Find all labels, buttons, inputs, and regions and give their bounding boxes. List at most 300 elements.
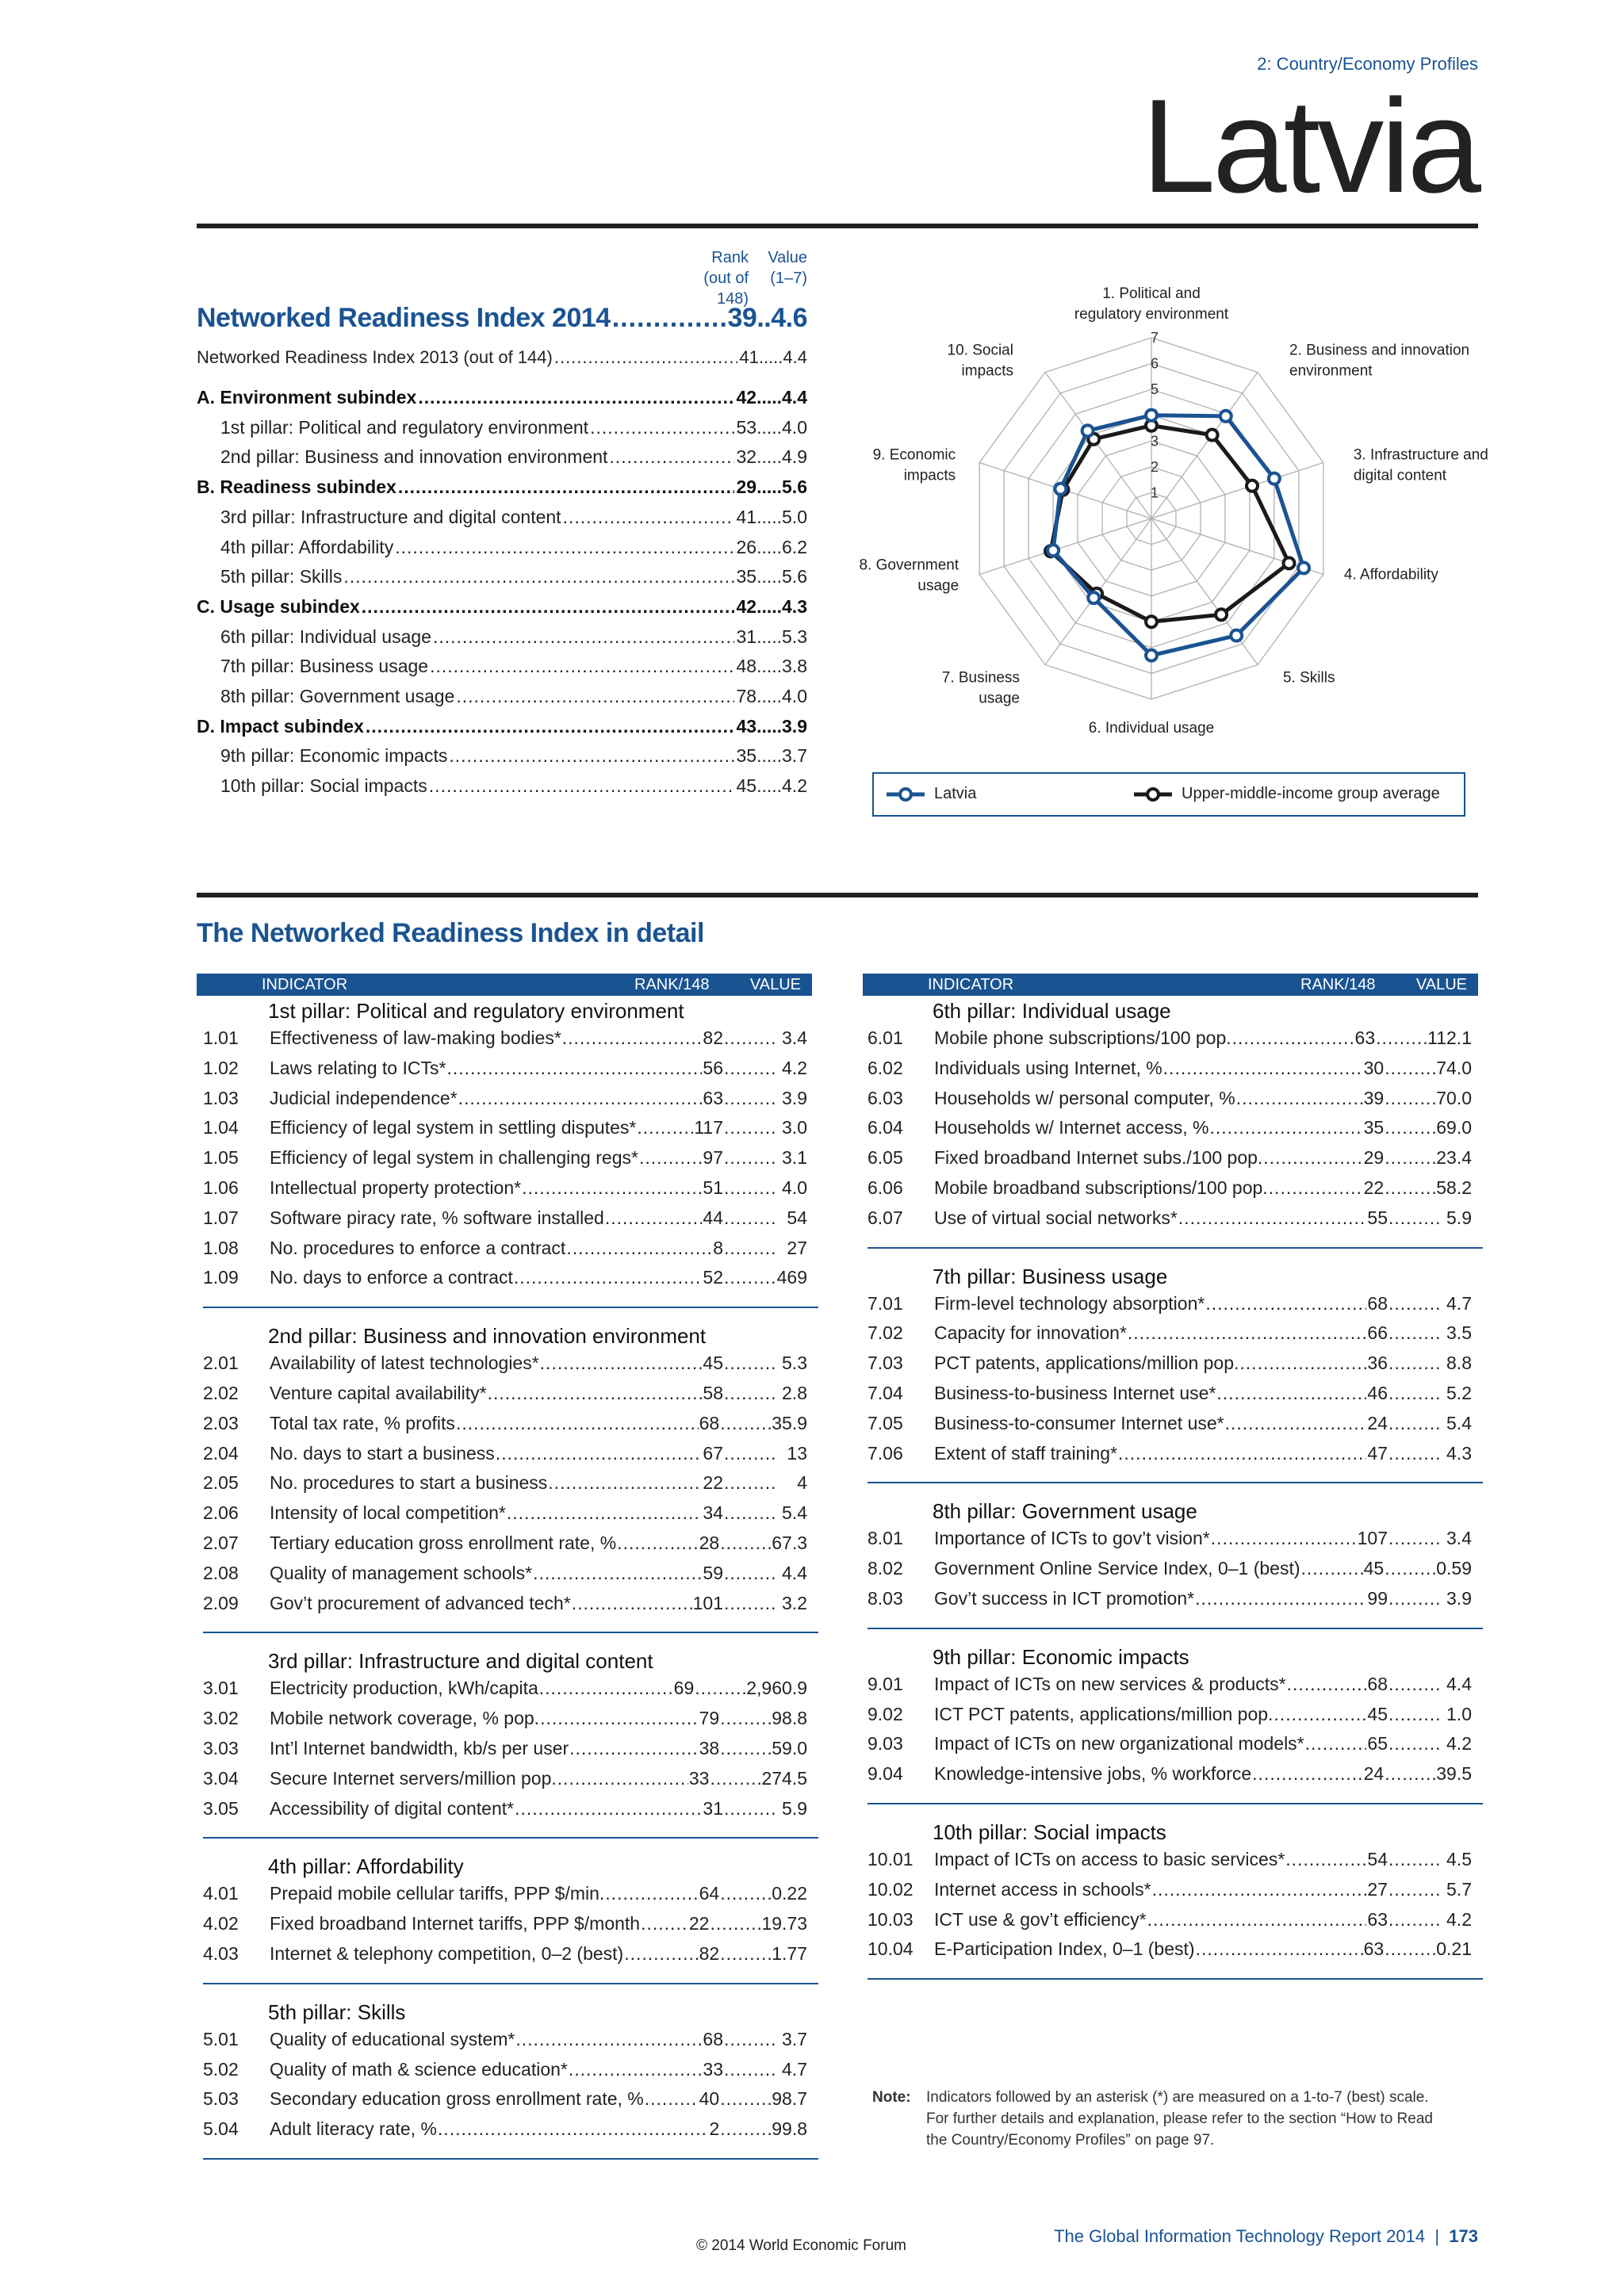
indicator-value: 3.9 xyxy=(1446,1588,1472,1609)
indicator-code: 10.02 xyxy=(868,1878,914,1900)
indicator-rank: 79 xyxy=(699,1708,720,1729)
pillar-row: 6th pillar: Individual usage ..... 31 ..... 5.3 xyxy=(197,626,807,648)
indicator-rank: 22 xyxy=(688,1913,710,1934)
radar-axis-label: 1. Political and regulatory environment xyxy=(1074,285,1229,323)
indicator-value: 0.22 xyxy=(772,1883,807,1904)
indicator-row xyxy=(868,1058,1472,1085)
indicator-row xyxy=(203,1708,807,1735)
indicator-label: Extent of staff training* xyxy=(934,1442,1117,1464)
indicator-code: 3.05 xyxy=(203,1797,239,1819)
indicator-value: 3.7 xyxy=(782,2028,807,2049)
indicator-value: 23.4 xyxy=(1436,1147,1472,1169)
radar-point xyxy=(1298,562,1309,573)
indicator-value: 4 xyxy=(797,1472,807,1494)
radar-point xyxy=(1220,411,1231,422)
indicator-row xyxy=(868,1879,1472,1906)
top-rule xyxy=(197,224,1478,228)
indicator-label: Fixed broadband Internet tariffs, PPP $/month xyxy=(270,1913,641,1934)
radar-point xyxy=(1231,630,1242,641)
indicator-code: 6.07 xyxy=(868,1207,903,1228)
radar-point xyxy=(1283,557,1294,568)
indicator-code: 1.03 xyxy=(203,1087,239,1108)
indicator-rank: 46 xyxy=(1367,1383,1388,1403)
indicator-label: Secure Internet servers/million pop. xyxy=(270,1767,557,1789)
indicator-rank: 69 xyxy=(673,1678,695,1699)
indicator-value: 3.5 xyxy=(1446,1322,1472,1344)
pillar-title: 6th pillar: Individual usage xyxy=(933,999,1171,1023)
indicator-label: Business-to-business Internet use* xyxy=(934,1383,1216,1403)
indicator-value: 27 xyxy=(787,1237,807,1258)
indicator-row xyxy=(203,1533,807,1559)
indicator-rank: 117 xyxy=(694,1117,723,1138)
note: Note: Indicators followed by an asterisk (*) are measured on a 1-to-7 (best) scale. For further details and explanation, please refer to the section “How to Read the Country/Economy Profiles” on page 97. xyxy=(872,2089,1433,2149)
radar-point xyxy=(1048,545,1059,556)
indicator-label: Households w/ personal computer, % xyxy=(934,1087,1235,1108)
indicator-label: Internet & telephony competition, 0–2 (best) xyxy=(270,1943,624,1964)
indicator-row xyxy=(868,1322,1472,1349)
indicator-rank: 36 xyxy=(1367,1353,1388,1374)
indicator-code: 4.02 xyxy=(203,1913,239,1934)
indicator-code: 3.02 xyxy=(203,1708,239,1729)
indicator-value: 58.2 xyxy=(1436,1177,1472,1198)
indicator-code: 5.01 xyxy=(203,2028,239,2049)
indicator-value: 74.0 xyxy=(1436,1057,1472,1078)
radar-axis-label: 3. Infrastructure and digital content xyxy=(1353,446,1488,484)
indicator-value: 59.0 xyxy=(772,1738,807,1758)
indicator-rank: 31 xyxy=(703,1797,723,1819)
indicator-row xyxy=(203,1383,807,1410)
indicator-rank: 97 xyxy=(703,1147,723,1169)
pillar-row: 10th pillar: Social impacts ..... 45 ..... 4.2 xyxy=(197,775,807,797)
indicator-code: 10.04 xyxy=(868,1938,914,1960)
indicator-rank: 28 xyxy=(699,1533,720,1553)
indicator-rank: 68 xyxy=(1367,1673,1388,1694)
page-title: Latvia xyxy=(1141,71,1478,220)
indicator-label: Accessibility of digital content* xyxy=(270,1797,515,1819)
indicator-code: 6.01 xyxy=(868,1027,903,1048)
pillar-title: 1st pillar: Political and regulatory environment xyxy=(268,999,684,1023)
indicator-code: 10.01 xyxy=(868,1849,914,1869)
indicator-value: 70.0 xyxy=(1436,1087,1472,1108)
indicator-code: 5.02 xyxy=(203,2058,239,2080)
section-divider xyxy=(203,1983,818,1984)
subindex-row: D. Impact subindex ..... 43 ..... 3.9 xyxy=(197,716,807,737)
indicator-code: 2.06 xyxy=(203,1502,239,1524)
indicator-label: Households w/ Internet access, % xyxy=(934,1117,1209,1138)
indicator-code: 1.05 xyxy=(203,1147,239,1169)
indicator-value: 3.0 xyxy=(782,1117,807,1138)
indicator-label: Judicial independence* xyxy=(270,1087,458,1108)
indicator-rank: 56 xyxy=(703,1057,723,1078)
pillar-title: 8th pillar: Government usage xyxy=(933,1499,1197,1524)
radar-tick-label: 7 xyxy=(1150,330,1159,346)
indicator-row xyxy=(868,1177,1472,1204)
indicator-rank: 45 xyxy=(1363,1558,1385,1579)
indicator-rank: 2 xyxy=(709,2118,720,2140)
indicator-row xyxy=(868,1353,1472,1380)
indicator-row xyxy=(868,1588,1472,1615)
indicator-value: 5.2 xyxy=(1446,1383,1472,1403)
legend-latvia-swatch xyxy=(885,786,926,802)
indicator-label: Intensity of local competition* xyxy=(270,1502,506,1524)
indicator-value: 2.8 xyxy=(782,1383,807,1403)
indicator-label: Quality of educational system* xyxy=(270,2028,515,2049)
indicator-value: 3.2 xyxy=(782,1592,807,1613)
indicator-row xyxy=(868,1733,1472,1760)
indicator-row xyxy=(868,1909,1472,1936)
indicator-row xyxy=(203,1678,807,1705)
indicator-rank: 58 xyxy=(703,1383,723,1403)
indicator-label: No. days to enforce a contract xyxy=(270,1267,513,1288)
pillar-title: 5th pillar: Skills xyxy=(268,1999,406,2024)
indicator-row xyxy=(203,1798,807,1825)
radar-point xyxy=(1146,616,1157,627)
indicator-row xyxy=(203,1117,807,1144)
indicator-code: 4.01 xyxy=(203,1883,239,1904)
indicator-label: Government Online Service Index, 0–1 (best) xyxy=(934,1558,1300,1579)
indicator-code: 7.03 xyxy=(868,1353,903,1374)
indicator-rank: 24 xyxy=(1367,1412,1388,1433)
indicator-label: Efficiency of legal system in settling disputes* xyxy=(270,1117,637,1138)
indicator-rank: 34 xyxy=(703,1502,723,1524)
middle-rule xyxy=(197,893,1478,897)
indicator-code: 2.04 xyxy=(203,1442,239,1464)
indicator-code: 1.04 xyxy=(203,1117,239,1138)
indicator-row xyxy=(868,1849,1472,1876)
indicator-value: 4.4 xyxy=(1446,1673,1472,1694)
indicator-rank: 59 xyxy=(703,1562,723,1583)
indicator-rank: 68 xyxy=(1367,1292,1388,1314)
indicator-label: Quality of math & science education* xyxy=(270,2058,568,2080)
indicator-value: 39.5 xyxy=(1436,1763,1472,1785)
indicator-rank: 68 xyxy=(699,1412,720,1433)
indicator-value: 4.5 xyxy=(1446,1849,1472,1869)
indicator-label: Venture capital availability* xyxy=(270,1383,487,1403)
indicator-rank: 52 xyxy=(703,1267,723,1288)
radar-point xyxy=(1055,484,1066,495)
indicator-code: 2.05 xyxy=(203,1472,239,1494)
radar-axis-label: 5. Skills xyxy=(1283,669,1335,687)
indicator-rank: 30 xyxy=(1363,1057,1385,1078)
indicator-label: ICT PCT patents, applications/million pop. xyxy=(934,1703,1274,1724)
indicator-row xyxy=(203,1563,807,1590)
indicator-value: 5.4 xyxy=(782,1502,807,1524)
indicator-label: Mobile broadband subscriptions/100 pop. xyxy=(934,1177,1268,1198)
pillar-title: 2nd pillar: Business and innovation environment xyxy=(268,1324,707,1349)
indicator-rank: 29 xyxy=(1363,1147,1385,1169)
indicator-label: PCT patents, applications/million pop. xyxy=(934,1353,1239,1374)
indicator-label: Impact of ICTs on new organizational models* xyxy=(934,1733,1304,1755)
indicator-code: 9.01 xyxy=(868,1673,903,1694)
indicator-code: 7.02 xyxy=(868,1322,903,1344)
radar-axis-label: 2. Business and innovation environment xyxy=(1289,342,1470,380)
indicator-row xyxy=(868,1027,1472,1054)
detail-title: The Networked Readiness Index in detail xyxy=(197,918,704,948)
radar-axis-label: 6. Individual usage xyxy=(1088,720,1215,737)
indicator-value: 4.3 xyxy=(1446,1442,1472,1464)
indicator-label: Quality of management schools* xyxy=(270,1562,533,1583)
indicator-row xyxy=(203,2088,807,2115)
indicator-label: Internet access in schools* xyxy=(934,1878,1151,1900)
indicator-row xyxy=(868,1763,1472,1790)
indicator-code: 5.04 xyxy=(203,2118,239,2140)
section-divider xyxy=(868,1628,1483,1629)
indicator-row xyxy=(203,2029,807,2056)
section-divider xyxy=(868,1978,1483,1980)
indicator-rank: 35 xyxy=(1363,1117,1385,1138)
radar-point xyxy=(1146,650,1157,661)
indicator-row xyxy=(203,2059,807,2086)
rank-header: Rank (out of 148) xyxy=(703,249,749,308)
indicator-row xyxy=(868,1117,1472,1144)
indicator-rank: 55 xyxy=(1367,1207,1388,1228)
indicator-rank: 47 xyxy=(1367,1442,1388,1464)
indicator-value: 69.0 xyxy=(1436,1117,1472,1138)
indicator-label: Individuals using Internet, % xyxy=(934,1057,1162,1078)
indicator-label: Availability of latest technologies* xyxy=(270,1353,539,1374)
indicator-code: 6.03 xyxy=(868,1087,903,1108)
indicator-row xyxy=(203,1058,807,1085)
indicator-code: 2.03 xyxy=(203,1412,239,1433)
indicator-label: Firm-level technology absorption* xyxy=(934,1292,1205,1314)
indicator-value: 4.7 xyxy=(782,2058,807,2080)
indicator-code: 7.05 xyxy=(868,1412,903,1433)
footer-report: The Global Information Technology Report 2014 | 173 xyxy=(1054,2226,1478,2246)
indicator-label: E-Participation Index, 0–1 (best) xyxy=(934,1938,1195,1960)
indicator-rank: 39 xyxy=(1363,1087,1385,1108)
legend-latvia-label: Latvia xyxy=(934,785,977,802)
indicator-row xyxy=(203,1147,807,1174)
indicator-label: Impact of ICTs on new services & products* xyxy=(934,1673,1286,1694)
indicator-rank: 65 xyxy=(1367,1733,1388,1755)
indicator-value: 112.1 xyxy=(1427,1027,1472,1048)
indicator-value: 3.9 xyxy=(782,1087,807,1108)
indicator-value: 98.7 xyxy=(772,2088,807,2110)
pillar-title: 4th pillar: Affordability xyxy=(268,1854,464,1879)
indicator-row xyxy=(203,1768,807,1795)
indicator-code: 9.04 xyxy=(868,1763,903,1785)
indicator-label: Use of virtual social networks* xyxy=(934,1207,1178,1228)
indicator-rank: 67 xyxy=(703,1442,723,1464)
indicator-row xyxy=(868,1938,1472,1965)
indicator-code: 1.09 xyxy=(203,1267,239,1288)
indicator-row xyxy=(868,1528,1472,1555)
pillar-row: 2nd pillar: Business and innovation environment ..... 32 ..... 4.9 xyxy=(197,446,807,468)
section-divider xyxy=(868,1803,1483,1804)
radar-axis-label: 4. Affordability xyxy=(1343,566,1438,584)
radar-axis-label: 7. Business usage xyxy=(941,669,1020,707)
indicator-label: Effectiveness of law-making bodies* xyxy=(270,1027,561,1048)
indicator-row xyxy=(203,1413,807,1440)
indicator-value: 54 xyxy=(787,1207,807,1228)
indicator-row xyxy=(203,1177,807,1204)
indicator-code: 1.06 xyxy=(203,1177,239,1198)
indicator-value: 4.2 xyxy=(1446,1908,1472,1930)
indicator-rank: 101 xyxy=(692,1592,723,1613)
indicator-row xyxy=(203,1502,807,1529)
indicator-rank: 51 xyxy=(703,1177,723,1198)
indicator-label: Intellectual property protection* xyxy=(270,1177,522,1198)
indicator-label: ICT use & gov’t efficiency* xyxy=(934,1908,1147,1930)
indicator-row xyxy=(203,2118,807,2145)
indicator-rank: 33 xyxy=(688,1767,710,1789)
indicator-rank: 22 xyxy=(703,1472,723,1494)
indicator-label: Prepaid mobile cellular tariffs, PPP $/min. xyxy=(270,1883,605,1904)
indicator-code: 2.01 xyxy=(203,1353,239,1374)
left-table-header: INDICATOR RANK/148 VALUE xyxy=(197,974,812,996)
indicator-row xyxy=(203,1913,807,1940)
indicator-code: 9.03 xyxy=(868,1733,903,1755)
subindex-row: C. Usage subindex ..... 42 ..... 4.3 xyxy=(197,596,807,618)
indicator-code: 6.04 xyxy=(868,1117,903,1138)
indicator-row xyxy=(868,1207,1472,1234)
indicator-value: 98.8 xyxy=(772,1708,807,1729)
indicator-value: 4.2 xyxy=(782,1057,807,1078)
pillar-title: 3rd pillar: Infrastructure and digital content xyxy=(268,1649,653,1674)
indicator-row xyxy=(203,1738,807,1765)
pillar-title: 7th pillar: Business usage xyxy=(933,1264,1168,1288)
indicator-label: Laws relating to ICTs* xyxy=(270,1057,446,1078)
indicator-row xyxy=(203,1472,807,1499)
indicator-row xyxy=(203,1943,807,1970)
indicator-value: 1.0 xyxy=(1446,1703,1472,1724)
indicator-row xyxy=(868,1383,1472,1410)
section-divider xyxy=(203,1837,818,1839)
indicator-rank: 40 xyxy=(699,2088,720,2110)
indicator-value: 35.9 xyxy=(772,1412,807,1433)
indicator-code: 1.01 xyxy=(203,1027,239,1048)
indicator-code: 1.02 xyxy=(203,1057,239,1078)
indicator-value: 0.59 xyxy=(1436,1558,1472,1579)
indicator-row xyxy=(203,1088,807,1115)
indicator-rank: 63 xyxy=(1363,1938,1385,1960)
indicator-value: 1.77 xyxy=(772,1943,807,1964)
indicator-value: 3.1 xyxy=(782,1147,807,1169)
indicator-code: 8.03 xyxy=(868,1588,903,1609)
indicator-rank: 45 xyxy=(1367,1703,1388,1724)
indicator-value: 67.3 xyxy=(772,1533,807,1553)
indicator-label: No. procedures to enforce a contract xyxy=(270,1237,566,1258)
radar-point xyxy=(1269,473,1280,484)
pillar-row: 5th pillar: Skills ..... 35 ..... 5.6 xyxy=(197,566,807,587)
pillar-row: 8th pillar: Government usage ..... 78 ..... 4.0 xyxy=(197,686,807,707)
pillar-title: 10th pillar: Social impacts xyxy=(933,1820,1166,1844)
section-divider xyxy=(203,1632,818,1633)
indicator-label: Adult literacy rate, % xyxy=(270,2118,437,2140)
section-divider xyxy=(868,1247,1483,1249)
indicator-label: Fixed broadband Internet subs./100 pop. xyxy=(934,1147,1263,1169)
radar-point xyxy=(1088,592,1099,603)
pillar-row: 4th pillar: Affordability ..... 26 ..... 6.2 xyxy=(197,537,807,558)
indicator-rank: 107 xyxy=(1357,1528,1388,1549)
indicator-rank: 33 xyxy=(703,2058,723,2080)
indicator-value: 99.8 xyxy=(772,2118,807,2140)
radar-tick-label: 2 xyxy=(1150,458,1159,475)
indicator-value: 4.7 xyxy=(1446,1292,1472,1314)
indicator-value: 5.4 xyxy=(1446,1412,1472,1433)
radar-point xyxy=(1082,425,1094,436)
indicator-code: 6.05 xyxy=(868,1147,903,1169)
section-divider xyxy=(868,1482,1483,1483)
radar-tick-label: 3 xyxy=(1150,433,1159,450)
indicator-rank: 68 xyxy=(703,2028,723,2049)
nri-2014-row: Networked Readiness Index 2014 ..... 39 .. 4.6 xyxy=(197,303,807,334)
indicator-row xyxy=(203,1207,807,1234)
indicator-value: 4.4 xyxy=(782,1562,807,1583)
indicator-row xyxy=(868,1413,1472,1440)
indicator-row xyxy=(203,1027,807,1054)
pillar-row: 9th pillar: Economic impacts ..... 35 ..... 3.7 xyxy=(197,745,807,767)
indicator-rank: 24 xyxy=(1363,1763,1385,1785)
indicator-row xyxy=(203,1238,807,1265)
indicator-code: 2.09 xyxy=(203,1592,239,1613)
indicator-label: Electricity production, kWh/capita xyxy=(270,1678,538,1699)
indicator-row xyxy=(868,1293,1472,1320)
section-divider xyxy=(203,1307,818,1308)
indicator-value: 0.21 xyxy=(1436,1938,1472,1960)
indicator-value: 274.5 xyxy=(761,1767,807,1789)
indicator-rank: 63 xyxy=(1367,1908,1388,1930)
indicator-row xyxy=(868,1704,1472,1731)
indicator-row xyxy=(868,1443,1472,1470)
indicator-label: Mobile phone subscriptions/100 pop. xyxy=(934,1027,1231,1048)
indicator-row xyxy=(203,1883,807,1910)
indicator-value: 8.8 xyxy=(1446,1353,1472,1374)
indicator-value: 5.9 xyxy=(1446,1207,1472,1228)
indicator-label: Secondary education gross enrollment rate, % xyxy=(270,2088,644,2110)
radar-chart xyxy=(856,254,1491,761)
subindex-row: B. Readiness subindex ..... 29 ..... 5.6 xyxy=(197,476,807,498)
value-header: Value (1–7) xyxy=(768,249,807,287)
radar-point xyxy=(1146,410,1157,421)
radar-axis-label: 10. Social impacts xyxy=(947,342,1013,380)
indicator-value: 19.73 xyxy=(761,1913,807,1934)
indicator-rank: 82 xyxy=(699,1943,720,1964)
indicator-code: 8.01 xyxy=(868,1528,903,1549)
indicator-code: 7.01 xyxy=(868,1292,903,1314)
indicator-row xyxy=(868,1088,1472,1115)
indicator-label: Impact of ICTs on access to basic services* xyxy=(934,1849,1285,1869)
indicator-code: 2.07 xyxy=(203,1533,239,1553)
radar-point xyxy=(1207,430,1218,441)
indicator-rank: 22 xyxy=(1363,1177,1385,1198)
indicator-value: 4.0 xyxy=(782,1177,807,1198)
indicator-code: 1.07 xyxy=(203,1207,239,1228)
section-divider xyxy=(203,2158,818,2160)
indicator-row xyxy=(203,1353,807,1380)
indicator-row xyxy=(203,1267,807,1294)
indicator-rank: 8 xyxy=(713,1237,723,1258)
indicator-row xyxy=(868,1674,1472,1701)
indicator-value: 3.4 xyxy=(1446,1528,1472,1549)
indicator-value: 469 xyxy=(776,1267,807,1288)
indicator-value: 5.9 xyxy=(782,1797,807,1819)
indicator-code: 7.06 xyxy=(868,1442,903,1464)
indicator-rank: 38 xyxy=(699,1738,720,1758)
indicator-row xyxy=(868,1558,1472,1585)
indicator-label: No. days to start a business xyxy=(270,1442,495,1464)
indicator-rank: 45 xyxy=(703,1353,723,1374)
indicator-value: 4.2 xyxy=(1446,1733,1472,1755)
radar-axis-label: 9. Economic impacts xyxy=(872,446,956,484)
indicator-label: Software piracy rate, % software installed xyxy=(270,1207,604,1228)
subindex-row: A. Environment subindex ..... 42 ..... 4.4 xyxy=(197,387,807,408)
indicator-rank: 54 xyxy=(1367,1849,1388,1869)
indicator-label: Capacity for innovation* xyxy=(934,1322,1127,1344)
radar-tick-label: 1 xyxy=(1150,484,1159,501)
indicator-code: 3.01 xyxy=(203,1678,239,1699)
indicator-label: Mobile network coverage, % pop. xyxy=(270,1708,540,1729)
